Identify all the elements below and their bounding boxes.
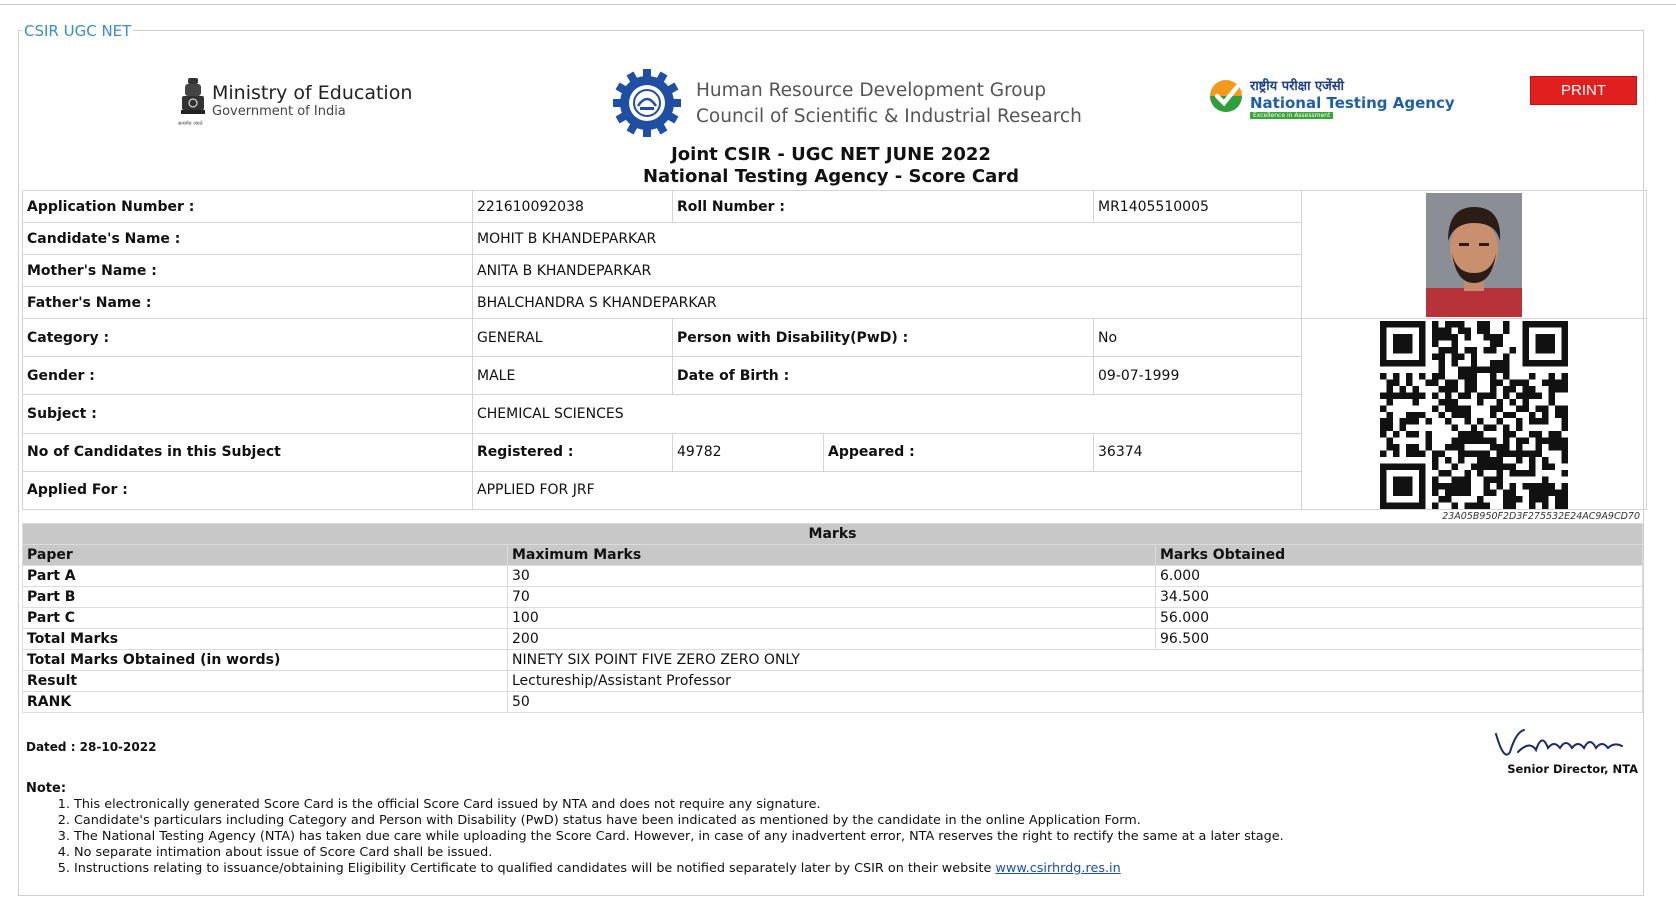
paper-name: Part A	[23, 566, 508, 587]
table-row	[23, 671, 1643, 692]
note-item: 4. No separate intimation about issue of Score Card shall be issued.	[74, 845, 1284, 861]
csir-name	[696, 78, 1082, 130]
qr-cell	[1302, 319, 1647, 510]
scorecard-title: National Testing Agency - Score Card	[642, 166, 1019, 187]
table-row	[23, 587, 1643, 608]
table-row	[23, 566, 1643, 587]
candidates-count-label: No of Candidates in this Subject	[23, 433, 473, 471]
registered-value: 49782	[673, 433, 824, 471]
column-header: Paper	[23, 545, 508, 566]
csir-line1: Human Resource Development Group	[696, 80, 1047, 101]
note-heading: Note:	[26, 781, 67, 796]
note-item: 2. Candidate's particulars including Category and Person with Disability (PwD) status have been indicated as mentioned by the candidate in the online Application Form.	[74, 813, 1284, 829]
rank-value: 50	[508, 692, 1643, 713]
marks-table	[22, 523, 1643, 713]
result-label: Result	[23, 671, 508, 692]
applied-for-value: APPLIED FOR JRF	[473, 471, 1302, 509]
candidate-info-table	[22, 190, 1647, 510]
note-item: 3. The National Testing Agency (NTA) has taken due care while uploading the Score Card. However, in case of any inadvertent error, NTA reserves the right to rectify the same at a later stage.	[74, 829, 1284, 845]
csir-website-link[interactable]: www.csirhrdg.res.in	[995, 861, 1121, 876]
table-row	[23, 650, 1643, 671]
maximum-marks: 70	[508, 587, 1156, 608]
mother-name-value: ANITA B KHANDEPARKAR	[473, 255, 1302, 287]
photo-cell	[1302, 191, 1647, 319]
nta-name: National Testing Agency	[1250, 94, 1455, 112]
print-button[interactable]: PRINT	[1530, 76, 1637, 105]
father-name-value: BHALCHANDRA S KHANDEPARKAR	[473, 287, 1302, 319]
total-words-value: NINETY SIX POINT FIVE ZERO ZERO ONLY	[508, 650, 1643, 671]
marks-header-row	[23, 545, 1643, 566]
moe-subtitle: Government of India	[212, 104, 346, 119]
father-name-label: Father's Name :	[23, 287, 473, 319]
application-number-value: 221610092038	[473, 191, 673, 223]
candidate-name-label: Candidate's Name :	[23, 223, 473, 255]
exam-title: Joint CSIR - UGC NET JUNE 2022	[671, 144, 991, 165]
gender-label: Gender :	[23, 357, 473, 395]
paper-name: Part C	[23, 608, 508, 629]
candidate-name-value: MOHIT B KHANDEPARKAR	[473, 223, 1302, 255]
marks-caption-row	[23, 524, 1643, 545]
frame-legend: CSIR UGC NET	[24, 22, 132, 40]
nta-logo	[1208, 74, 1455, 124]
dated-text: Dated : 28-10-2022	[26, 740, 157, 754]
csir-line2: Council of Scientific & Industrial Research	[696, 106, 1082, 127]
pwd-value: No	[1094, 319, 1302, 357]
result-value: Lectureship/Assistant Professor	[508, 671, 1643, 692]
total-words-label: Total Marks Obtained (in words)	[23, 650, 508, 671]
table-row	[23, 692, 1643, 713]
note-text: Instructions relating to issuance/obtaining Eligibility Certificate to qualified candidates will be notified separately later by CSIR on their website	[74, 861, 996, 876]
table-row	[23, 191, 1647, 223]
category-label: Category :	[23, 319, 473, 357]
gender-value: MALE	[473, 357, 673, 395]
application-number-label: Application Number :	[23, 191, 473, 223]
paper-name: Part B	[23, 587, 508, 608]
rank-label: RANK	[23, 692, 508, 713]
column-header: Maximum Marks	[508, 545, 1156, 566]
paper-name: Total Marks	[23, 629, 508, 650]
qr-hash: 23A05B950F2D3F275532E24AC9A9CD70	[1442, 511, 1640, 522]
category-value: GENERAL	[473, 319, 673, 357]
candidate-photo	[1426, 193, 1522, 317]
ashoka-emblem-icon	[178, 76, 208, 124]
signatory-title: Senior Director, NTA	[1507, 762, 1638, 776]
top-divider	[0, 4, 1676, 5]
table-row	[23, 319, 1647, 357]
marks-caption: Marks	[23, 524, 1643, 545]
note-item: 1. This electronically generated Score Card is the official Score Card issued by NTA and does not require any signature.	[74, 797, 1284, 813]
roll-number-value: MR1405510005	[1094, 191, 1302, 223]
qr-code	[1380, 321, 1568, 509]
marks-obtained: 56.000	[1156, 608, 1643, 629]
csir-gear-icon	[612, 68, 682, 138]
column-header: Marks Obtained	[1156, 545, 1643, 566]
applied-for-label: Applied For :	[23, 471, 473, 509]
nta-tagline: Excellence in Assessment	[1250, 112, 1333, 119]
marks-obtained: 34.500	[1156, 587, 1643, 608]
nta-hindi-name: राष्ट्रीय परीक्षा एजेंसी	[1250, 79, 1344, 94]
appeared-value: 36374	[1094, 433, 1302, 471]
moe-tagline: सत्यमेव जयते	[178, 121, 203, 127]
table-row	[23, 608, 1643, 629]
dob-value: 09-07-1999	[1094, 357, 1302, 395]
maximum-marks: 200	[508, 629, 1156, 650]
table-row	[23, 629, 1643, 650]
signature	[1490, 722, 1630, 764]
maximum-marks: 100	[508, 608, 1156, 629]
notes-list	[26, 797, 1284, 877]
marks-obtained: 6.000	[1156, 566, 1643, 587]
appeared-label: Appeared :	[824, 433, 1094, 471]
pwd-label: Person with Disability(PwD) :	[673, 319, 1094, 357]
nta-checkmark-icon	[1208, 78, 1244, 114]
subject-value: CHEMICAL SCIENCES	[473, 395, 1302, 433]
mother-name-label: Mother's Name :	[23, 255, 473, 287]
moe-title: Ministry of Education	[212, 82, 413, 104]
maximum-marks: 30	[508, 566, 1156, 587]
roll-number-label: Roll Number :	[673, 191, 1094, 223]
moe-logo	[178, 76, 418, 128]
note-item	[74, 861, 1284, 877]
dob-label: Date of Birth :	[673, 357, 1094, 395]
registered-label: Registered :	[473, 433, 673, 471]
marks-obtained: 96.500	[1156, 629, 1643, 650]
subject-label: Subject :	[23, 395, 473, 433]
